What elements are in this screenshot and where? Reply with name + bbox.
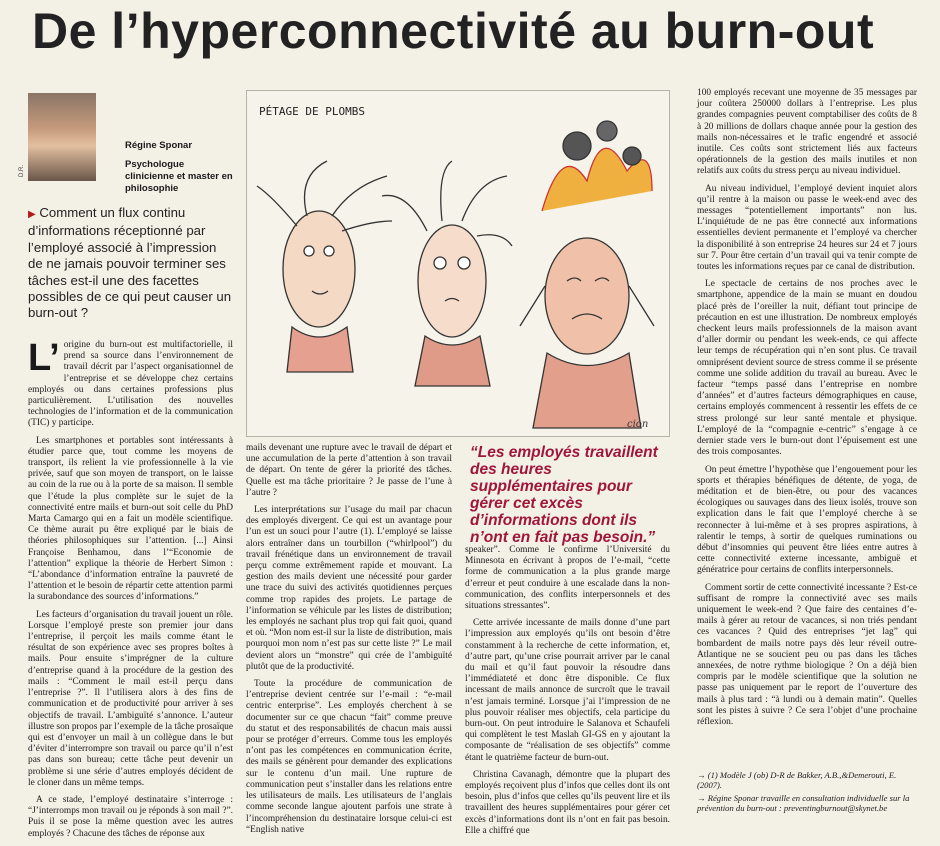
paragraph: Christina Cavanagh, démontre que la plupart des employés reçoivent plus d’infos que celles dont ils ont besoin, plus d’infos que celles qu’ils peuvent lire et ils travaillent des heures supplémentaires pour gérer cet excès d’informations dont ils n’ont en fait pas besoin. Elle a chiffré que: [465, 769, 670, 836]
cartoon-drawing: [247, 91, 669, 436]
paragraph: Le spectacle de certains de nos proches avec le smartphone, appendice de la main se muant en doudou placé près de l’oreiller la nuit, défiant tout principe de précaution en est une illustration. De nombreux employés checkent leurs mails professionnels de la maison avant d’aller dormir ou pendant les week-ends, ce qui affecte leur temps de récupération qui n’en sont plus. Ce travail omniprésent devient source de stress comme il se présente comme une solide addition du travail au bureau. Avec le facteur “temps passé dans l’entreprise en nombre d’années” et d’autres facteurs démographiques en cause, certains employés commencent à ressentir les effets de ce stress prolongé sur leur santé mentale et physique. L’employé de la “compagnie e-centric” s’engage à ce dernier stade vers le burn-out dont l’épuisement est une des trois composantes.: [697, 279, 917, 458]
article-column-4: [697, 88, 917, 734]
paragraph: Toute la procédure de communication de l’entreprise devient centrée sur l’e-mail : “e-mail centric enterprise”. Les employés cherchent à se documenter sur ce que chacun “fait” comme preuve du statut et des responsabilités de chacun mais aussi pour se protéger d’erreurs. Comme tous les employés n’ont pas les compétences en communication écrite, des mails se génèrent pour demander des explications sur le contenu d’un mail. Une rupture de communication peut s’installer dans les relations entre les utilisateurs de mails. Les utilisateurs de l’anglais comme seconde langue ajoutent parfois une strate à l’incompréhension du destinataire lorsque celui-ci est “English native: [246, 679, 452, 835]
article-intro: [28, 205, 233, 322]
paragraph-text: origine du burn-out est multifactorielle, il prend sa source dans l’environnement de travail décrit par l’aspect organisationnel de l’entreprise et se développe chez certains employés ou dans certaines professions plus particulièrement. L’utilisation des nouvelles technologies de l’information et de la communication (TIC) y participe.: [28, 340, 233, 429]
article-column-2: [246, 443, 452, 842]
paragraph: 100 employés recevant une moyenne de 35 messages par jour coûtera 250000 dollars à l’entreprise. Les plus grandes compagnies peuvent comptabiliser des coûts de 8 à 20 millions de dollars chaque année pour la gestion des mails non-nécessaires et le trafic engendré et associé inutile. Ces coûts sont strictement liés aux facteurs opérationnels de la gestion des mails inutiles et non relatifs aux coûts du stress perçu au niveau individuel.: [697, 88, 917, 177]
cartoon-caption: PÉTAGE DE PLOMBS: [259, 105, 365, 118]
pull-quote: “Les employés travaillent des heures supplémentaires pour gérer cet excès d’informations dont ils n’ont en fait pas besoin.”: [470, 444, 658, 546]
paragraph: speaker”. Comme le confirme l’Université du Minnesota en écrivant à propos de l’e-mail, “cette forme de communication a la plus grande marge d’erreur et peut conduire à une escalade dans la non-communication, des conflits interpersonnels et des situations stressantes”.: [465, 545, 670, 612]
figure-middle: [382, 161, 512, 386]
article-column-1: [28, 337, 233, 846]
paragraph: [28, 337, 233, 430]
paragraph: Les interprétations sur l’usage du mail par chacun des employés divergent. Ce qui est un avantage pour l’un est un souci pour l’autre (1). L’employé se laisse alors entraîner dans un tourbillon (“whirlpool”) du travail frénétique dans un environnement de travail perçu comme extrêmement rapide et mouvant. La gestion des mails devient une nécessité pour garder une trace du suivi des activités quotidiennes perçues comme trop rapides des projets. Le partage de l’information se véhicule par les listes de distribution; les employés ne sachant plus trop qui fait quoi, quand et où. “Mon nom est-il sur la liste de distribution, mais pourquoi mon nom n’est pas sur cette liste ?” Le mail devient alors un “monstre” qui crée de l’ambiguïté plutôt que de la productivité.: [246, 505, 452, 672]
author-role: Psychologue clinicienne et master en philosophie: [125, 159, 233, 194]
paragraph: Les facteurs d’organisation du travail jouent un rôle. Lorsque l’employé preste son premier jour dans l’entreprise, il perçoit les mails comme étant le résultat de son expérience avec ses propres boîtes à mails. Pour ensuite s’imprégner de la culture d’entreprise quand à la procédure de la gestion des mails : “Comment le mail est-il perçu dans l’entreprise ?”. Il l’utilisera alors à des fins de communication et de productivité pour arriver à ses objectifs de travail. L’ambiguïté s’annonce. L’auteur illustre son propos par l’exemple de la tâche prosaïque qui est d’envoyer un mail à un collègue dans le but d’éviter d’interrompre son travail ou parce qu’il n’est pas dans son bureau; cette tâche peut devenir un problème si une série d’autres employés décident de le cloner dans un même temps.: [28, 609, 233, 788]
paragraph: Cette arrivée incessante de mails donne d’une part l’impression aux employés qu’ils ont besoin d’être constamment à la recherche de cette information, et, d’autre part, qu’une crise pourrait arriver par le canal du mail et qu’il faut pouvoir la résoudre dans l’immédiateté et donc être disponible. Ce flux incessant de mails annonce de surcroît que le travail n’est jamais terminé. Lorsque j’ai l’impression de ne plus pouvoir réaliser mes objectifs, cela participe du burn-out. On peut introduire le Salanova et Schaufeli qui complètent le test Maslah GI-GS en y ajoutant la composante de “réalisation de ses objectifs” comme étant le quatrième facteur de burn-out.: [465, 618, 670, 763]
article-headline: De l’hyperconnectivité au burn-out: [32, 3, 875, 59]
author-photo: [28, 93, 96, 181]
paragraph: Les smartphones et portables sont intéressants à étudier parce que, tout comme les moyens de transport, ils relient la vie professionnelle à la vie privée, sauf que son moyen de transport, on le laisse au coin de la rue ou à la porte de sa maison. Il semble que l’étude la plus complète sur le sujet de la connectivité entre mails et burn-out soit celle du PhD Marta Camargo qui en a fait un modèle scientifique. Ce thème aurait pu être expliqué par le biais de théories philosophiques sur l’attention. [...] Ainsi Françoise Benhamou, dans l’“Economie de l’attention” explique la théorie de Herbert Simon : “L’abondance d’information entraîne la pauvreté de l’attention et le besoin de répartir cette attention parmi la surabondance des sources d’informations.”: [28, 435, 233, 603]
intro-text: Comment un flux continu d’informations réceptionné par l’employé associé à l’impression de ne jamais pouvoir terminer ses tâches est-il une des facettes possibles de ce qui peut causer un burn-out ?: [28, 205, 232, 321]
figure-left: [257, 161, 392, 372]
figure-right: [520, 121, 654, 428]
reference-footnote: → (1) Modèle J (ob) D-R de Bakker, A.B.,&Demerouti, E. (2007).: [697, 770, 897, 790]
paragraph: A ce stade, l’employé destinataire s’interroge : “J’interromps mon travail ou je réponds à son mail ?”. Puis il se pose la même question avec les autres employés ? Chacune des tâches de réponse aux: [28, 794, 233, 839]
article-column-3: [465, 545, 670, 843]
author-contact: → Régine Sponar travaille en consultation individuelle sur la prévention du burn-out : preventingburnout@skynet.be: [697, 793, 910, 813]
triangle-bullet-icon: ▶: [28, 209, 36, 220]
cartoon-signature: cion: [627, 419, 649, 430]
photo-credit: D.R.: [19, 165, 25, 177]
paragraph: Comment sortir de cette connectivité incessante ? Est-ce suffisant de rompre la connectivité avec ses mails uniquement le week-end ? Que faire des centaines d’e-mails à gérer au retour de vacances, si non triés pendant ces vacances ? Quid des entreprises “jet lag” qui bombardent de mails notre pays dès leur réveil outre-Atlantique ne se soucient peu ou pas dans les tâches annexées, de notre rythme biologique ? On a déjà bien compris par le modèle scientifique que la solution ne passe pas uniquement par le report de l’ouverture des mails à plus tard : “à lundi ou à demain matin”. Quelles sont les pistes à suivre ? Ce sera l’objet d’une prochaine réflexion.: [697, 582, 917, 727]
drop-cap: L’: [28, 337, 60, 379]
paragraph: On peut émettre l’hypothèse que l’engouement pour les sports et thérapies bénéfiques de détente, de yoga, de méditation et de bien-être, ou pour des vacances écologiques ou sauvages dans des lieux isolés, trouve son explication dans le fait que l’employé cherche à se reconnecter à lui-même et à ses propres aspirations, à ralentir le temps, à sortir de quelques ruminations ou début d’insomnies qui peuvent être liées entre autres à cette connectivité externe incessante, ambiguë et génératrice pour certains de conflits interpersonnels.: [697, 464, 917, 576]
references: [697, 770, 917, 816]
paragraph: Au niveau individuel, l’employé devient inquiet alors qu’il rentre à la maison ou passe le week-end avec des messages “potentiellement importants” non lus. L’inquiétude de ne pas être connecté aux informations essentielles devient permanente et l’employé va chercher la disponibilité à son entreprise 24 heures sur 24 et 7 jours sur 7. Pour être certain d’un travail qui va tenir compte de toutes les informations reçues par ce canal de distribution.: [697, 183, 917, 273]
cartoon-illustration: [246, 90, 670, 437]
author-block: [125, 140, 235, 195]
paragraph: mails devenant une rupture avec le travail de départ et une accumulation de la perte d’attention à son travail de départ. On tente de gérer la priorité des tâches. Quelle est ma tâche prioritaire ? Je passe de l’une à l’autre ?: [246, 443, 452, 498]
author-name: Régine Sponar: [125, 140, 193, 151]
